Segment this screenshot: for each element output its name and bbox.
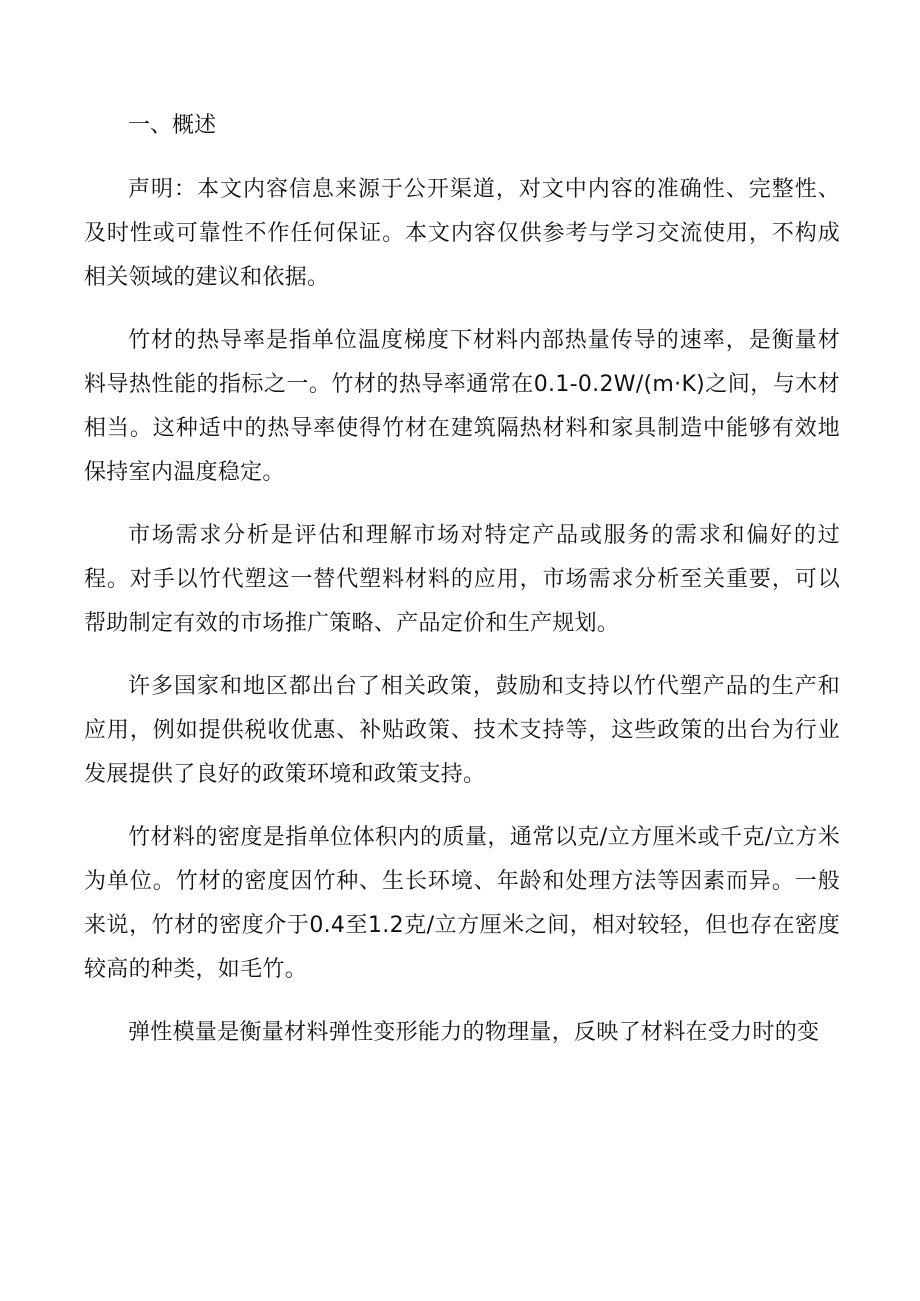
document-body (84, 104, 840, 1055)
paragraph-market-demand: 市场需求分析是评估和理解市场对特定产品或服务的需求和偏好的过程。对手以竹代塑这一替代塑料材料的应用，市场需求分析至关重要，可以帮助制定有效的市场推广策略、产品定价和生产规划。 (84, 523, 840, 636)
paragraph-density: 竹材料的密度是指单位体积内的质量，通常以克/立方厘米或千克/立方米为单位。竹材的密度因竹种、生长环境、年龄和处理方法等因素而异。一般来说，竹材的密度介于0.4至1.2克/立方厘米之间，相对较轻，但也存在密度较高的种类，如毛竹。 (84, 825, 840, 982)
paragraph-thermal-conductivity: 竹材的热导率是指单位温度梯度下材料内部热量传导的速率，是衡量材料导热性能的指标之一。竹材的热导率通常在0.1-0.2W/(m·K)之间，与木材相当。这种适中的热导率使得竹材在建筑隔热材料和家具制造中能够有效地保持室内温度稳定。 (84, 328, 840, 485)
paragraph-policy: 许多国家和地区都出台了相关政策，鼓励和支持以竹代塑产品的生产和应用，例如提供税收优惠、补贴政策、技术支持等，这些政策的出台为行业发展提供了良好的政策环境和政策支持。 (84, 674, 840, 787)
paragraph-elastic-modulus: 弹性模量是衡量材料弹性变形能力的物理量，反映了材料在受力时的变 (128, 1020, 820, 1045)
paragraph-disclaimer: 声明：本文内容信息来源于公开渠道，对文中内容的准确性、完整性、及时性或可靠性不作任何保证。本文内容仅供参考与学习交流使用，不构成相关领域的建议和依据。 (84, 177, 840, 290)
section-heading: 一、概述 (128, 113, 217, 138)
